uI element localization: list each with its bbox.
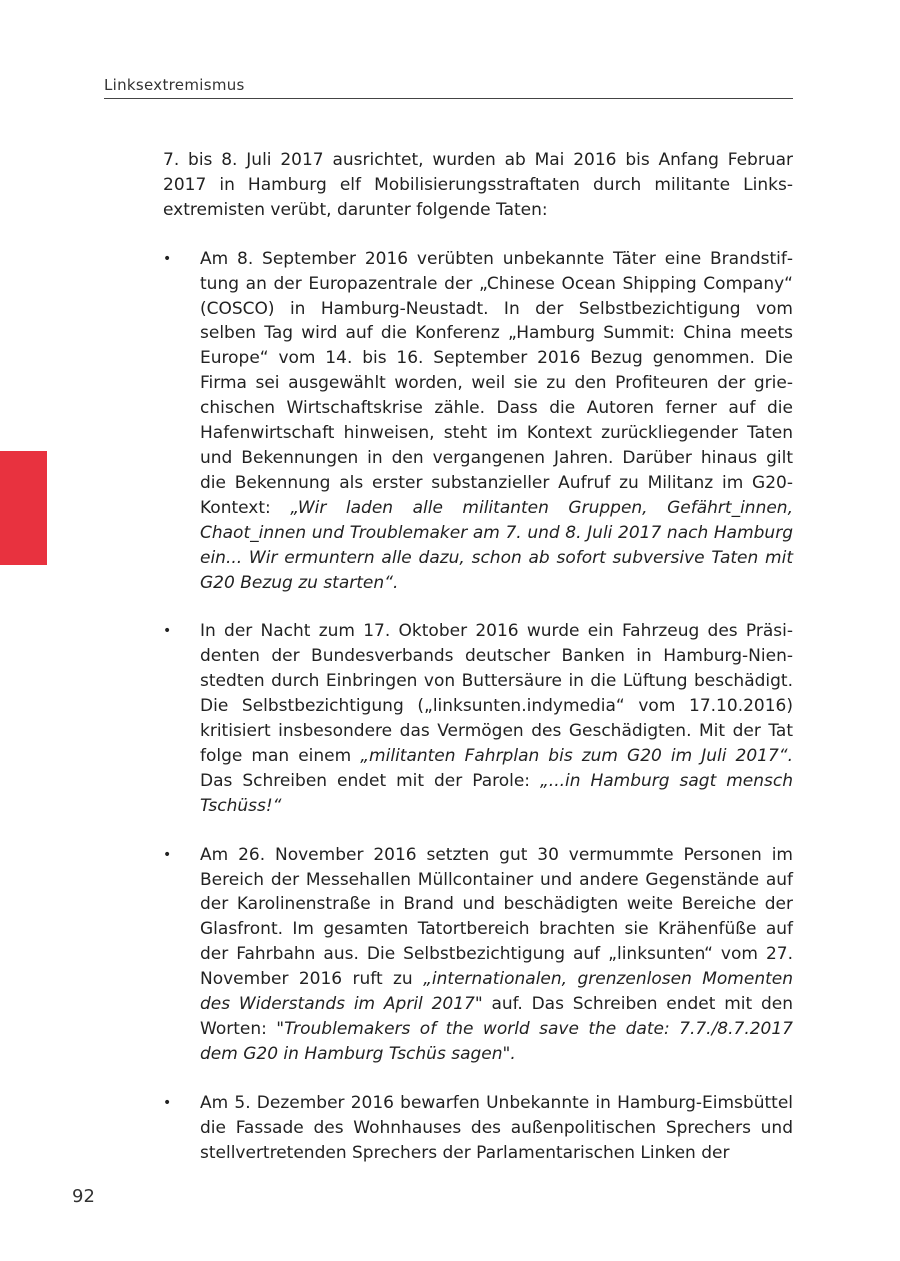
quote-text: "Troublemakers of the world save the date: 7.7./8.7.2017 dem G20 in Hamburg Tschüs sagen". bbox=[200, 1019, 793, 1064]
quote-text: „...in Hamburg sagt mensch Tschüss!“ bbox=[200, 770, 793, 816]
bullet-icon: • bbox=[163, 250, 172, 267]
page-number: 92 bbox=[72, 1186, 95, 1207]
running-header-title: Linksextremismus bbox=[104, 76, 245, 94]
chapter-marker-tab bbox=[0, 451, 47, 565]
item-text-segment: Am 5. Dezember 2016 bewarfen Unbekannte in Hamburg-Eimsbüttel die Fassade des Wohnhauses des außenpolitischen Sprechers und stellvertretenden Sprechers der Parlamentarischen Linken der bbox=[200, 1092, 793, 1163]
incident-list bbox=[163, 247, 793, 1166]
item-text-segment: auf. Das Schreiben endet mit den Worten: bbox=[200, 994, 793, 1039]
item-text-segment: In der Nacht zum 17. Oktober 2016 wurde ein Fahrzeug des Präsidenten der Bundesverbands deutscher Banken in Hamburg-Nienstedten durch Einbringen von Buttersäure in die Lüftung beschädigt. Die Selbstbezichtigung („linksunten.indymedia“ vom 17.10.2016) kritisiert insbesondere das Vermögen des Geschädigten. Mit der Tat folge man einem bbox=[200, 621, 793, 766]
incident-item bbox=[163, 843, 793, 1067]
incident-item bbox=[163, 619, 793, 818]
incident-item bbox=[163, 247, 793, 596]
incident-text bbox=[200, 247, 793, 596]
item-text-segment: Am 8. September 2016 verübten unbekannte Täter eine Brandstiftung an der Europazentrale der „Chinese Ocean Shipping Company“ (COSCO) in Hamburg-Neustadt. In der Selbstbezichtigung vom selben Tag wird auf die Konferenz „Hamburg Summit: China meets Europe“ vom 14. bis 16. September 2016 Bezug genommen. Die Firma sei ausgewählt worden, weil sie zu den Profiteuren der griechischen Wirtschaftskrise zähle. Dass die Autoren ferner auf die Hafenwirtschaft hinweisen, steht im Kontext zurückliegender Taten und Bekennungen in den vergangenen Jahren. Darüber hinaus gilt die Bekennung als erster substanzieller Aufruf zu Militanz im G20-Kontext: bbox=[200, 248, 793, 518]
bullet-icon: • bbox=[163, 623, 172, 640]
bullet-icon: • bbox=[163, 846, 172, 863]
main-text bbox=[163, 148, 793, 1166]
intro-paragraph: 7. bis 8. Juli 2017 ausrichtet, wurden ab Mai 2016 bis Anfang Februar 2017 in Hamburg elf Mobilisierungsstraftaten durch militante Linksextremisten verübt, darunter folgende Taten: bbox=[163, 150, 793, 220]
incident-text bbox=[200, 619, 793, 818]
incident-text bbox=[200, 843, 793, 1067]
item-text-segment: Am 26. November 2016 setzten gut 30 vermummte Personen im Bereich der Messehallen Müllcontainer und andere Gegenstände auf der Karolinenstraße in Brand und beschädigten weite Bereiche der Glasfront. Im gesamten Tatortbereich brachten sie Krähenfüße auf der Fahrbahn aus. Die Selbstbezichtigung auf „linksunten“ vom 27. November 2016 ruft zu bbox=[200, 844, 793, 990]
incident-item bbox=[163, 1091, 793, 1166]
header-divider bbox=[104, 98, 793, 99]
quote-text: „internationalen, grenzenlosen Momenten des Widerstands im April 2017" bbox=[200, 969, 793, 1015]
item-text-segment: Das Schreiben endet mit der Parole: bbox=[200, 770, 540, 791]
incident-text bbox=[200, 1091, 793, 1166]
quote-text: „Wir laden alle militanten Gruppen, Gefährt_innen, Chaot_innen und Troublemaker am 7. und 8. Juli 2017 nach Hamburg ein... Wir ermuntern alle dazu, schon ab sofort subversive Taten mit G20 Bezug zu starten“. bbox=[200, 497, 793, 593]
bullet-icon: • bbox=[163, 1094, 172, 1111]
quote-text: „militanten Fahrplan bis zum G20 im Juli 2017“. bbox=[360, 745, 793, 766]
